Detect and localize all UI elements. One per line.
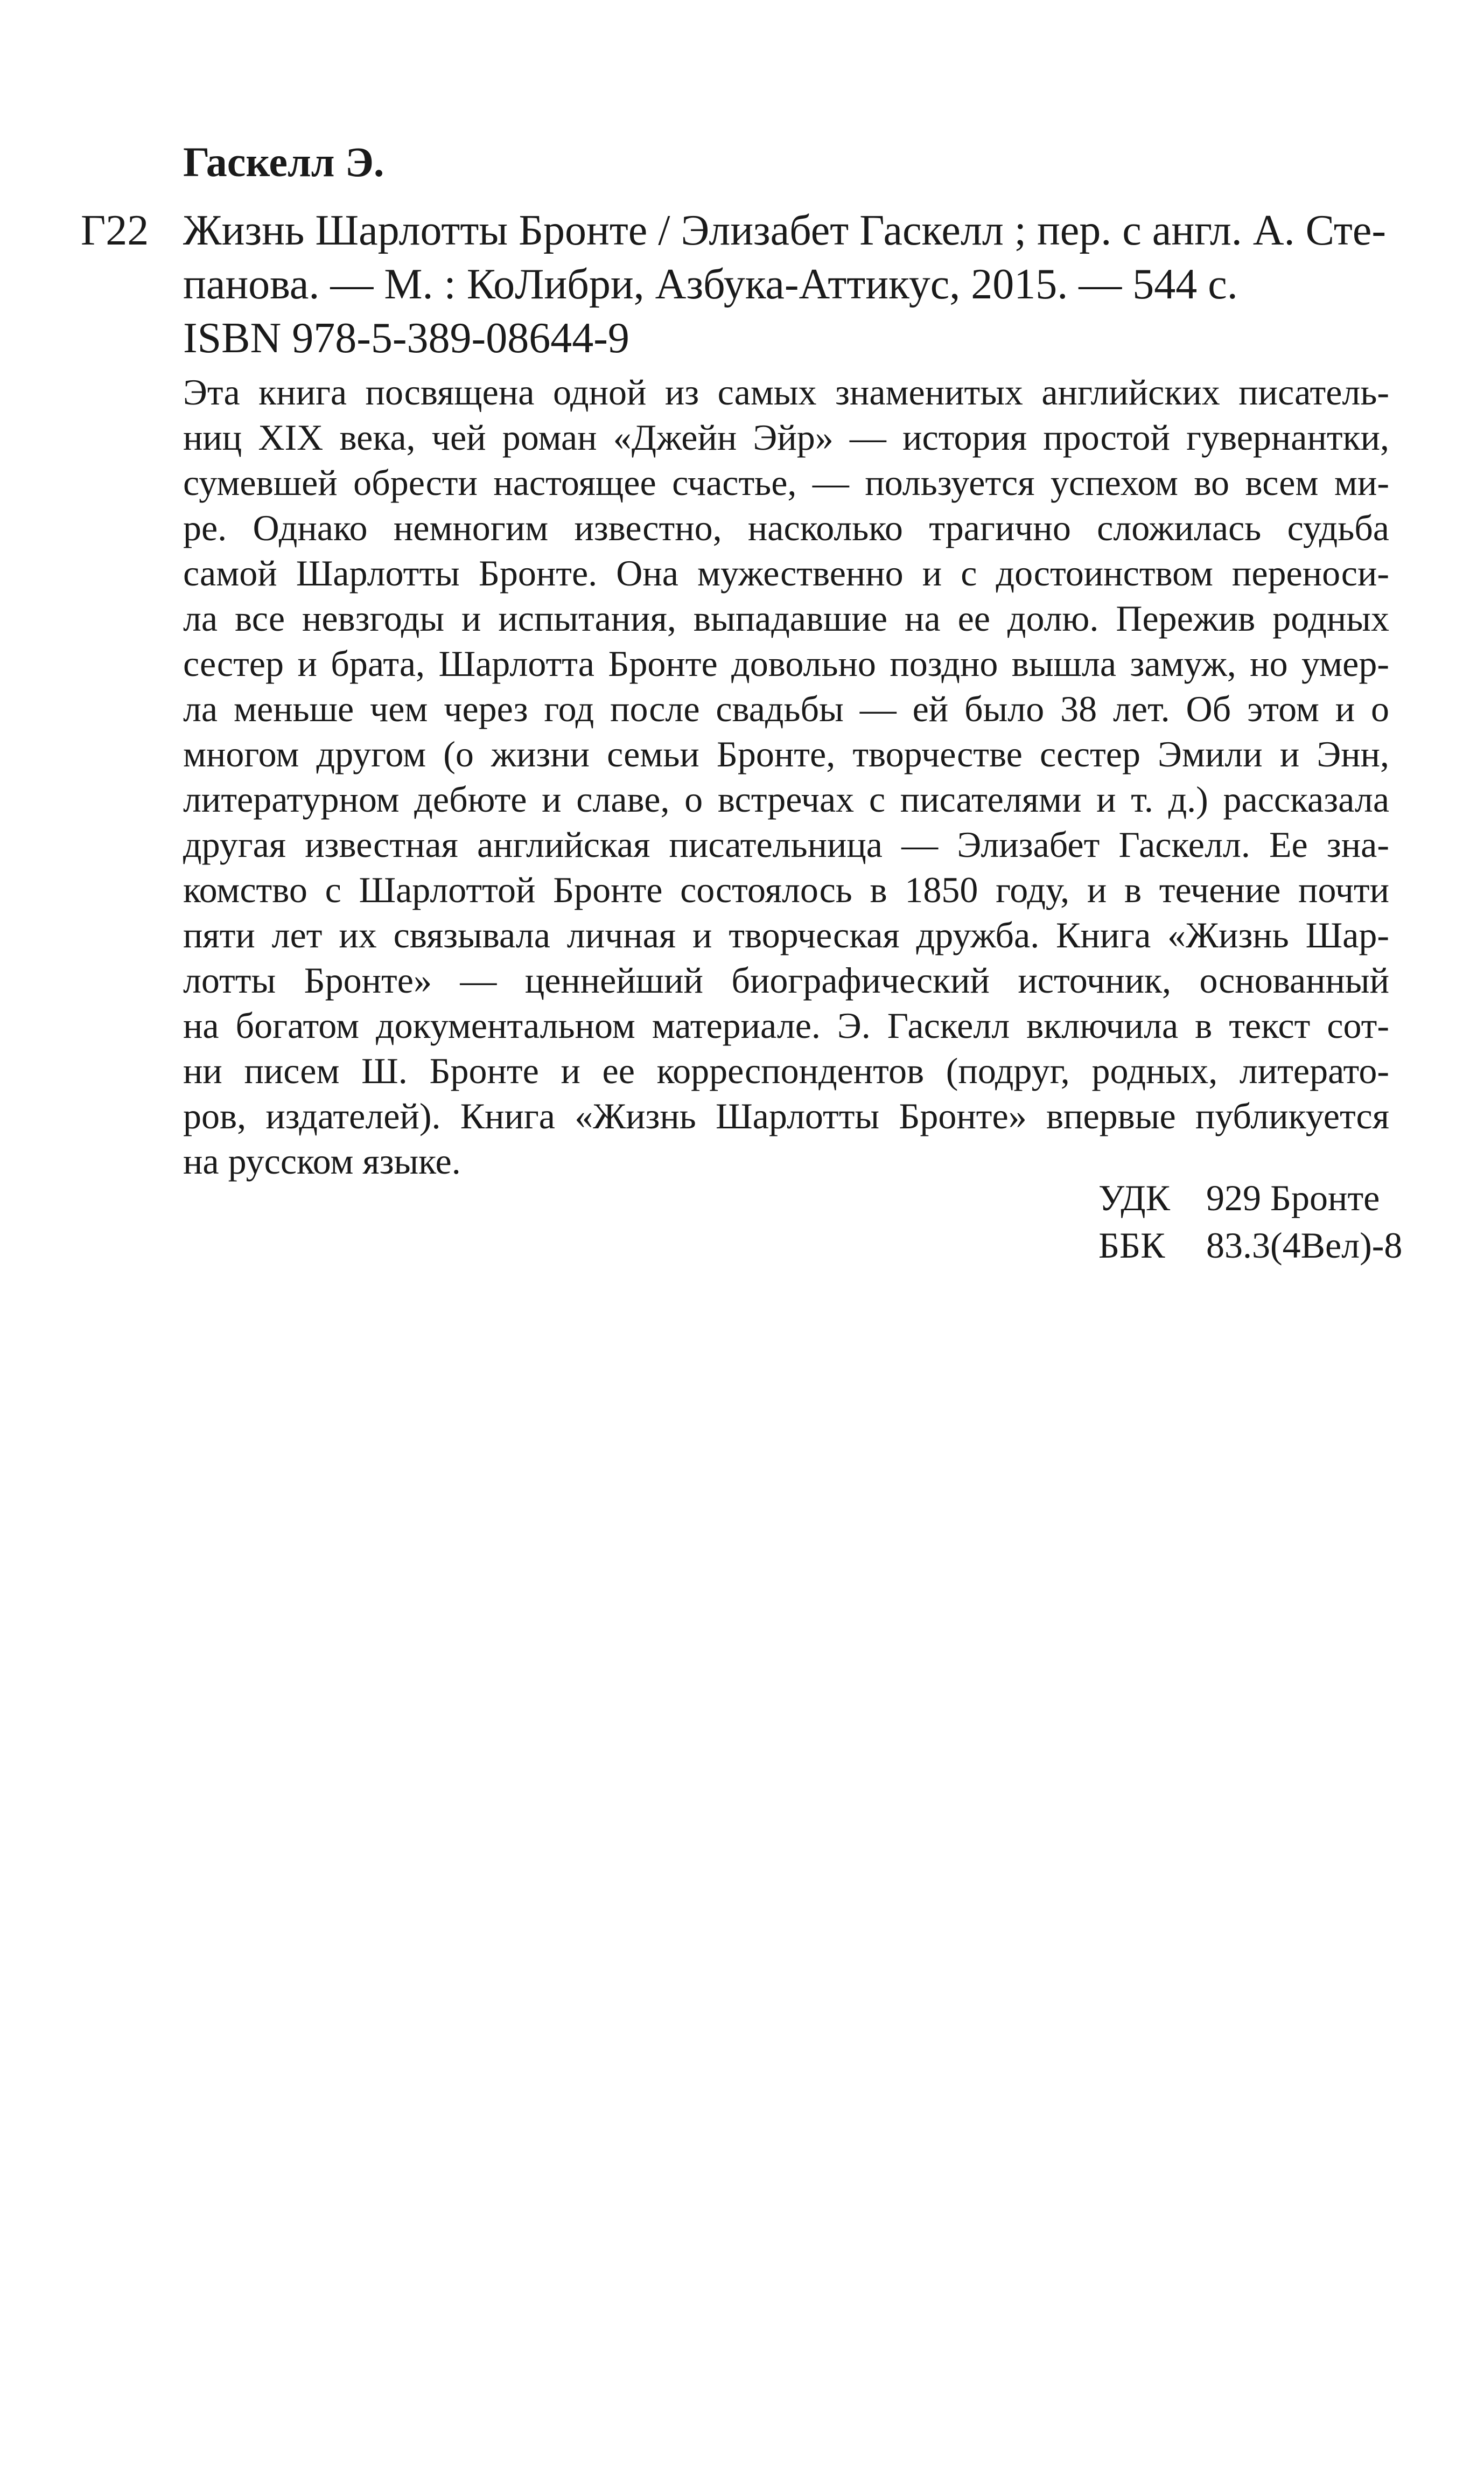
- udc-row: [1098, 1177, 1380, 1218]
- abstract-line: сестер и брата, Шарлотта Бронте довольно поздно вышла замуж, но умер-: [183, 643, 1389, 684]
- bbk-value: 83.3(4Вел)-8: [1206, 1225, 1403, 1266]
- abstract-line: литературном дебюте и славе, о встречах с писателями и т. д.) рассказала: [183, 779, 1389, 820]
- abstract-line: ни писем Ш. Бронте и ее корреспондентов (подруг, родных, литерато-: [183, 1050, 1389, 1091]
- abstract-line: на русском языке.: [183, 1141, 461, 1182]
- bibliographic-line: панова. — М. : КоЛибри, Азбука-Аттикус, 2015. — 544 с.: [183, 261, 1238, 308]
- isbn-line: ISBN 978-5-389-08644-9: [183, 315, 629, 362]
- udc-label: УДК: [1098, 1177, 1171, 1218]
- abstract-line: многом другом (о жизни семьи Бронте, творчестве сестер Эмили и Энн,: [183, 734, 1389, 774]
- abstract-line: Эта книга посвящена одной из самых знаменитых английских писатель-: [183, 372, 1389, 413]
- abstract-line: комство с Шарлоттой Бронте состоялось в 1850 году, и в течение почти: [183, 869, 1389, 910]
- abstract-line: ла меньше чем через год после свадьбы — ей было 38 лет. Об этом и о: [183, 688, 1389, 729]
- abstract-line: ла все невзгоды и испытания, выпадавшие на ее долю. Пережив родных: [183, 598, 1389, 639]
- abstract-line: лотты Бронте» — ценнейший биографический источник, основанный: [183, 960, 1389, 1001]
- abstract-line: пяти лет их связывала личная и творческая дружба. Книга «Жизнь Шар-: [183, 915, 1389, 955]
- abstract-line: ре. Однако немногим известно, насколько трагично сложилась судьба: [183, 507, 1389, 548]
- bibliographic-line: Жизнь Шарлотты Бронте / Элизабет Гаскелл ; пер. с англ. А. Сте-: [183, 207, 1386, 254]
- author-code: Г22: [81, 207, 149, 254]
- bbk-row: [1098, 1227, 1402, 1264]
- abstract-line: ров, издателей). Книга «Жизнь Шарлотты Бронте» впервые публикуется: [183, 1096, 1389, 1136]
- udc-value: 929 Бронте: [1206, 1177, 1380, 1218]
- abstract-line: самой Шарлотты Бронте. Она мужественно и с достоинством переноси-: [183, 553, 1389, 594]
- abstract-line: сумевшей обрести настоящее счастье, — пользуется успехом во всем ми-: [183, 462, 1389, 503]
- author-heading: Гаскелл Э.: [183, 138, 384, 185]
- abstract-line: на богатом документальном материале. Э. Гаскелл включила в текст сот-: [183, 1005, 1389, 1046]
- abstract-line: ниц XIX века, чей роман «Джейн Эйр» — история простой гувернантки,: [183, 417, 1389, 458]
- abstract-line: другая известная английская писательница — Элизабет Гаскелл. Ее зна-: [183, 824, 1389, 865]
- bbk-label: ББК: [1098, 1225, 1165, 1266]
